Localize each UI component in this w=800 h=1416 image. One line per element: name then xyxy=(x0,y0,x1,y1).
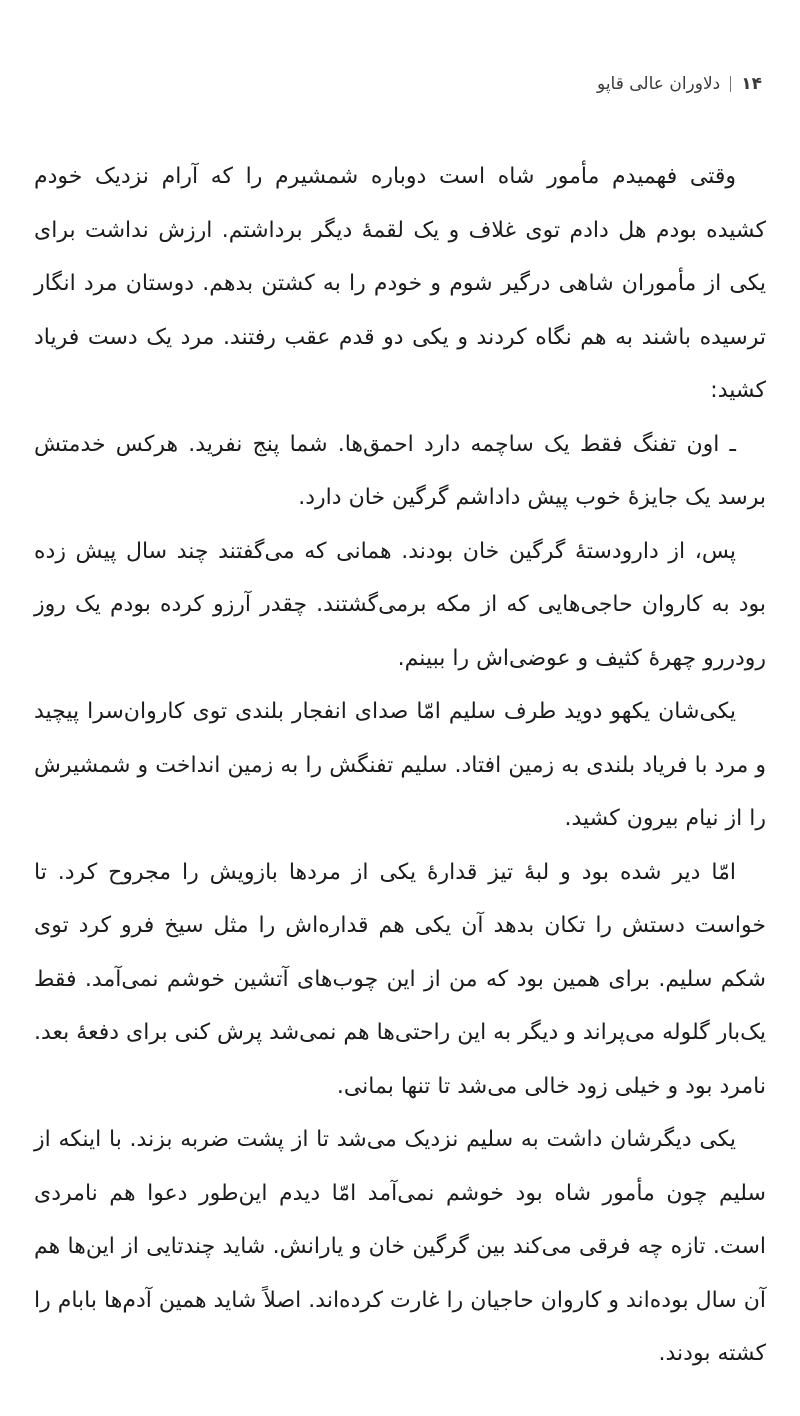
paragraph: پس، از دارودستهٔ گرگین خان بودند. همانی که می‌گفتند چند سال پیش زده بود به کاروان حاجی‌هایی که از مکه برمی‌گشتند. چقدر آرزو کرده بودم یک روز رودررو چهرهٔ کثیف و عوضی‌اش را ببینم. xyxy=(34,538,766,671)
book-title: دلاوران عالی قاپو xyxy=(597,74,721,94)
paragraph: وقتی فهمیدم مأمور شاه است دوباره شمشیرم را که آرام نزدیک خودم کشیده بودم هل دادم توی غلاف و یک لقمهٔ دیگر برداشتم. ارزش نداشت برای یکی از مأموران شاهی درگیر شوم و خودم را به کشتن بدهم. دوستان مرد انگار ترسیده باشند به هم نگاه کردند و یکی دو قدم عقب رفتند. مرد یک دست فریاد کشید: xyxy=(34,164,766,403)
paragraph: یکی دیگرشان داشت به سلیم نزدیک می‌شد تا از پشت ضربه بزند. با اینکه از سلیم چون مأمور شاه بود خوشم نمی‌آمد امّا دیدم این‌طور دعوا هم نامردی است. تازه چه فرقی می‌کند بین گرگین خان و یارانش. شاید چندتایی از این‌ها هم آن سال بوده‌اند و کاروان حاجیان را غارت کرده‌اند. اصلاً شاید همین آدم‌ها بابام را کشته بودند. xyxy=(34,1127,766,1366)
header-divider xyxy=(730,76,731,92)
paragraph: امّا دیر شده بود و لبهٔ تیز قدارهٔ یکی از مردها بازویش را مجروح کرد. تا خواست دستش را تکان بدهد آن یکی هم قداره‌اش را مثل سیخ فرو کرد توی شکم سلیم. برای همین بود که من از این چوب‌های آتشین خوشم نمی‌آمد. فقط یک‌بار گلوله می‌پراند و دیگر به این راحتی‌ها هم نمی‌شد پرش کنی برای دفعهٔ بعد. نامرد بود و خیلی زود خالی می‌شد تا تنها بمانی. xyxy=(34,859,766,1099)
paragraph: یکی‌شان یکهو دوید طرف سلیم امّا صدای انفجار بلندی توی کاروان‌سرا پیچید و مرد با فریاد بلندی به زمین افتاد. سلیم تفنگش را به زمین انداخت و شمشیرش را از نیام بیرون کشید. xyxy=(34,699,766,831)
paragraph: ـ اون تفنگ فقط یک ساچمه دارد احمق‌ها. شما پنج نفرید. هرکس خدمتش برسد یک جایزهٔ خوب پیش داداشم گرگین خان دارد. xyxy=(34,431,766,510)
running-header xyxy=(597,74,762,94)
page-number: ۱۴ xyxy=(741,74,762,94)
body-text xyxy=(34,150,766,1381)
